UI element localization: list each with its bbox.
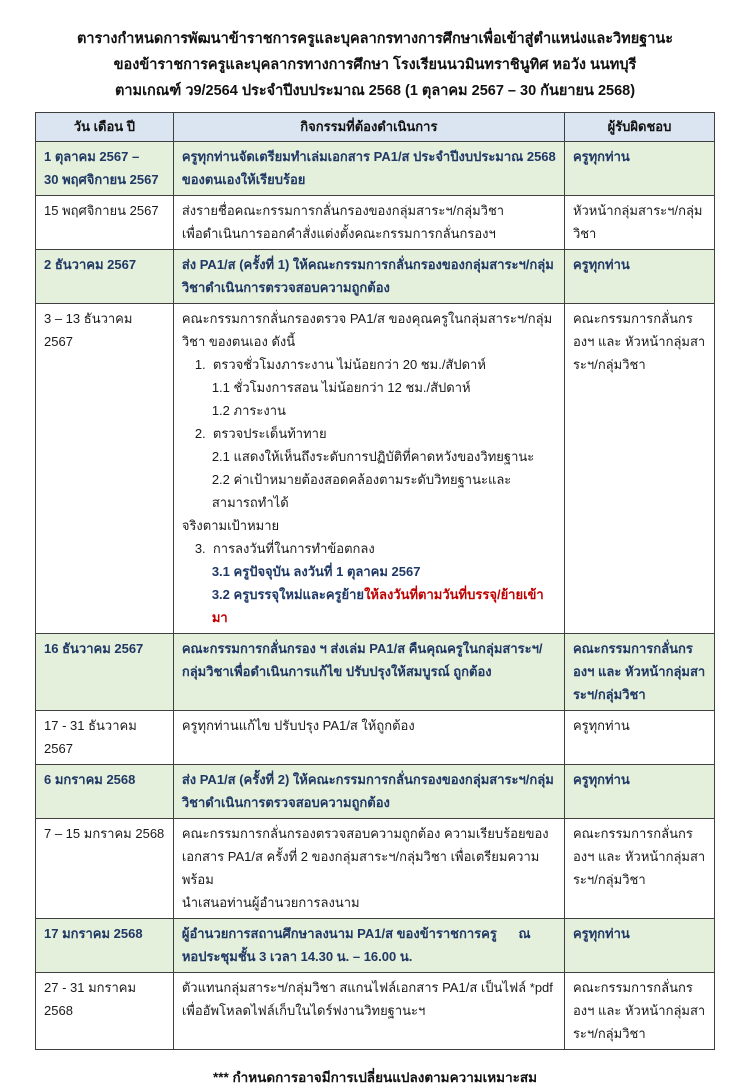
column-header-activity: กิจกรรมที่ต้องดำเนินการ — [173, 113, 564, 142]
activity-text-segment: จริงตามเป้าหมาย — [181, 518, 280, 533]
activity-line — [182, 583, 556, 629]
activity-text-segment: คณะกรรมการกลั่นกรอง ฯ ส่งเล่ม PA1/ส คืนคุณครูในกลุ่มสาระฯ/กลุ่มวิชาเพื่อดำเนินการแก้ไข ปรับปรุงให้สมบูรณ์ ถูกต้อง — [181, 641, 543, 679]
document-title — [35, 26, 715, 104]
activity-text-segment: คณะกรรมการกลั่นกรองตรวจ PA1/ส ของคุณครูในกลุ่มสาระฯ/กลุ่มวิชา ของตนเอง ดังนี้ — [181, 311, 553, 349]
row-responsible: ครูทุกท่าน — [564, 765, 714, 819]
row-activity — [173, 304, 564, 634]
row-responsible: ครูทุกท่าน — [564, 919, 714, 973]
activity-line — [182, 637, 556, 683]
table-row — [36, 250, 715, 304]
activity-text-segment: 1.1 ชั่วโมงการสอน ไม่น้อยกว่า 12 ชม./สัปดาห์ — [211, 380, 471, 395]
schedule-table — [35, 112, 715, 1050]
table-row — [36, 634, 715, 711]
activity-line — [182, 199, 556, 222]
activity-line — [182, 999, 556, 1022]
activity-line — [182, 945, 556, 968]
activity-text-segment: หอประชุมชั้น 3 เวลา 14.30 น. – 16.00 น. — [181, 949, 413, 964]
activity-line — [182, 714, 556, 737]
row-activity — [173, 919, 564, 973]
row-date: 27 - 31 มกราคม 2568 — [36, 973, 174, 1050]
activity-text-segment: ตัวแทนกลุ่มสาระฯ/กลุ่มวิชา สแกนไฟล์เอกสาร PA1/ส เป็นไฟล์ *pdf — [181, 980, 553, 995]
activity-line — [182, 922, 556, 945]
activity-text-segment: เพื่อดำเนินการออกคำสั่งแต่งตั้งคณะกรรมการกลั่นกรองฯ — [181, 226, 496, 241]
activity-line — [182, 891, 556, 914]
row-date: 3 – 13 ธันวาคม 2567 — [36, 304, 174, 634]
row-activity — [173, 765, 564, 819]
activity-text-segment: เพื่ออัพโหลดไฟล์เก็บในไดร์ฟงานวิทยฐานะฯ — [181, 1003, 426, 1018]
row-responsible: หัวหน้ากลุ่มสาระฯ/กลุ่มวิชา — [564, 196, 714, 250]
activity-text-segment: ครูทุกท่านแก้ไข ปรับปรุง PA1/ส ให้ถูกต้อง — [181, 718, 415, 733]
row-activity — [173, 819, 564, 919]
table-row — [36, 973, 715, 1050]
activity-line — [182, 976, 556, 999]
row-date: 17 มกราคม 2568 — [36, 919, 174, 973]
activity-text-segment: 2. ตรวจประเด็นท้าทาย — [194, 426, 327, 441]
table-row — [36, 304, 715, 634]
activity-line — [182, 768, 556, 814]
activity-text-segment: 3.2 ครูบรรจุใหม่และครูย้าย — [211, 587, 365, 602]
activity-line — [182, 822, 556, 845]
activity-line — [182, 399, 556, 422]
row-responsible: ครูทุกท่าน — [564, 142, 714, 196]
activity-line — [182, 845, 556, 891]
title-line-1: ตารางกำหนดการพัฒนาข้าราชการครูและบุคลากรทางการศึกษาเพื่อเข้าสู่ตำแหน่งและวิทยฐานะ — [76, 31, 674, 47]
title-line-2: ของข้าราชการครูและบุคลากรทางการศึกษา โรงเรียนนวมินทราชินูทิศ หอวัง นนทบุรี — [113, 57, 637, 73]
activity-line — [182, 560, 556, 583]
table-row — [36, 196, 715, 250]
activity-text-segment: คณะกรรมการกลั่นกรองตรวจสอบความถูกต้อง ความเรียบร้อยของ — [181, 826, 549, 841]
activity-text-segment: ผู้อำนวยการสถานศึกษาลงนาม PA1/ส ของข้าราชการครู ณ — [181, 926, 531, 941]
table-header-row — [36, 113, 715, 142]
row-activity — [173, 142, 564, 196]
activity-line — [182, 353, 556, 376]
table-row — [36, 819, 715, 919]
row-activity — [173, 634, 564, 711]
activity-text-segment: ส่ง PA1/ส (ครั้งที่ 1) ให้คณะกรรมการกลั่นกรองของกลุ่มสาระฯ/กลุ่มวิชาดำเนินการตรวจสอบความถูกต้อง — [181, 257, 554, 295]
activity-line — [182, 468, 556, 514]
row-activity — [173, 250, 564, 304]
activity-text-segment: ส่งรายชื่อคณะกรรมการกลั่นกรองของกลุ่มสาระฯ/กลุ่มวิชา — [181, 203, 505, 218]
activity-line — [182, 445, 556, 468]
activity-line — [182, 253, 556, 299]
row-date: 6 มกราคม 2568 — [36, 765, 174, 819]
row-date: 17 - 31 ธันวาคม 2567 — [36, 711, 174, 765]
activity-text-segment: ครูทุกท่านจัดเตรียมทำเล่มเอกสาร PA1/ส ประจำปีงบประมาณ 2568 ของตนเองให้เรียบร้อย — [181, 149, 560, 187]
row-responsible: คณะกรรมการกลั่นกรองฯ และ หัวหน้ากลุ่มสาระฯ/กลุ่มวิชา — [564, 973, 714, 1050]
table-row — [36, 711, 715, 765]
row-activity — [173, 711, 564, 765]
activity-line — [182, 222, 556, 245]
activity-text-segment: นำเสนอท่านผู้อำนวยการลงนาม — [181, 895, 360, 910]
activity-line — [182, 307, 556, 353]
footer-note: *** กำหนดการอาจมีการเปลี่ยนแปลงตามความเหมาะสม — [212, 1070, 538, 1085]
row-date: 15 พฤศจิกายน 2567 — [36, 196, 174, 250]
activity-text-segment: เอกสาร PA1/ส ครั้งที่ 2 ของกลุ่มสาระฯ/กลุ่มวิชา เพื่อเตรียมความพร้อม — [181, 849, 540, 887]
column-header-date: วัน เดือน ปี — [36, 113, 174, 142]
table-row — [36, 765, 715, 819]
activity-text-segment: 2.1 แสดงให้เห็นถึงระดับการปฏิบัติที่คาดหวังของวิทยฐานะ — [211, 449, 535, 464]
table-row — [36, 919, 715, 973]
activity-line — [182, 422, 556, 445]
row-date: 7 – 15 มกราคม 2568 — [36, 819, 174, 919]
activity-line — [182, 376, 556, 399]
activity-line — [182, 537, 556, 560]
row-activity — [173, 973, 564, 1050]
activity-line — [181, 145, 560, 191]
row-responsible: ครูทุกท่าน — [564, 250, 714, 304]
row-responsible: ครูทุกท่าน — [564, 711, 714, 765]
table-row — [36, 142, 715, 196]
activity-text-segment: 3. การลงวันที่ในการทำข้อตกลง — [194, 541, 375, 556]
activity-text-segment: 1.2 ภาระงาน — [211, 403, 286, 418]
title-line-3: ตามเกณฑ์ ว9/2564 ประจำปีงบประมาณ 2568 (1 ตุลาคม 2567 – 30 กันยายน 2568) — [114, 83, 636, 99]
row-date: 16 ธันวาคม 2567 — [36, 634, 174, 711]
row-activity — [173, 196, 564, 250]
activity-text-segment: 3.1 ครูปัจจุบัน ลงวันที่ 1 ตุลาคม 2567 — [211, 564, 421, 579]
activity-text-segment: 1. ตรวจชั่วโมงภาระงาน ไม่น้อยกว่า 20 ชม./สัปดาห์ — [194, 357, 486, 372]
activity-line — [182, 514, 556, 537]
row-responsible: คณะกรรมการกลั่นกรองฯ และ หัวหน้ากลุ่มสาระฯ/กลุ่มวิชา — [564, 304, 714, 634]
row-date: 1 ตุลาคม 2567 – 30 พฤศจิกายน 2567 — [36, 142, 174, 196]
row-responsible: คณะกรรมการกลั่นกรองฯ และ หัวหน้ากลุ่มสาระฯ/กลุ่มวิชา — [564, 819, 714, 919]
activity-text-segment: 2.2 ค่าเป้าหมายต้องสอดคล้องตามระดับวิทยฐานะและสามารถทำได้ — [211, 472, 512, 510]
activity-text-segment: ให้ลงวันที่ตามวันที่บรรจุ/ย้ายเข้ามา — [211, 587, 544, 625]
row-responsible: คณะกรรมการกลั่นกรองฯ และ หัวหน้ากลุ่มสาระฯ/กลุ่มวิชา — [564, 634, 714, 711]
column-header-responsible: ผู้รับผิดชอบ — [564, 113, 714, 142]
activity-text-segment: ส่ง PA1/ส (ครั้งที่ 2) ให้คณะกรรมการกลั่นกรองของกลุ่มสาระฯ/กลุ่มวิชาดำเนินการตรวจสอบความถูกต้อง — [181, 772, 554, 810]
row-date: 2 ธันวาคม 2567 — [36, 250, 174, 304]
